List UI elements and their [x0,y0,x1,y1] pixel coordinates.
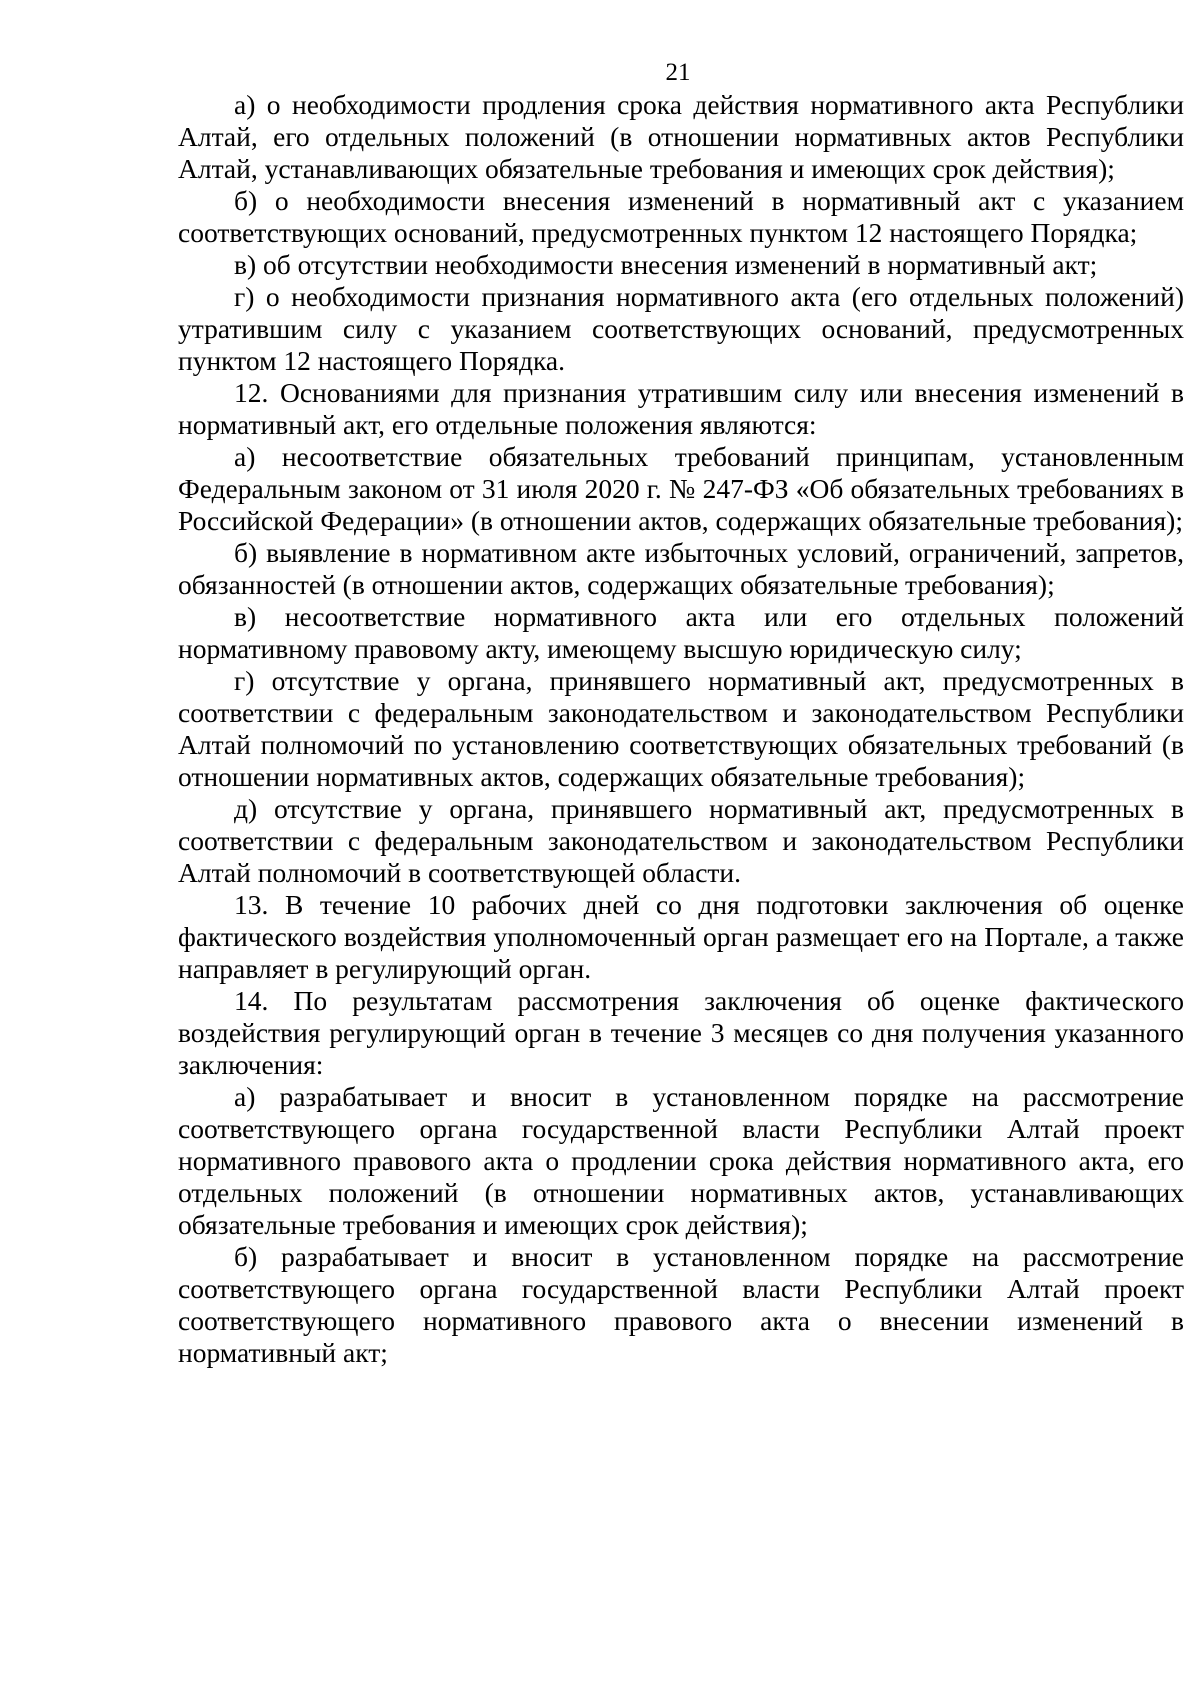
paragraph-14-b: б) разрабатывает и вносит в установленном порядке на рассмотрение соответствующего органа государственной власти Республики Алтай проект соответствующего нормативного правового акта о внесении изменений в нормативный акт; [178,1241,1184,1368]
paragraph-11-b: б) о необходимости внесения изменений в нормативный акт с указанием соответствующих оснований, предусмотренных пунктом 12 настоящего Порядка; [178,185,1184,248]
paragraph-11-v: в) об отсутствии необходимости внесения изменений в нормативный акт; [234,249,1098,280]
paragraph-12-v: в) несоответствие нормативного акта или его отдельных положений нормативному правовому акту, имеющему высшую юридическую силу; [178,601,1184,664]
paragraph-14-a: а) разрабатывает и вносит в установленном порядке на рассмотрение соответствующего органа государственной власти Республики Алтай проект нормативного правового акта о продлении срока действия нормативного акта, его отдельных положений (в отношении нормативных актов, устанавливающих обязательные требования и имеющих срок действия); [178,1081,1184,1240]
paragraph-12-d: д) отсутствие у органа, принявшего нормативный акт, предусмотренных в соответствии с федеральным законодательством и законодательством Республики Алтай полномочий в соответствующей области. [178,793,1184,888]
paragraph-12-a: а) несоответствие обязательных требований принципам, установленным Федеральным законом от 31 июля 2020 г. № 247-ФЗ «Об обязательных требованиях в Российской Федерации» (в отношении актов, содержащих обязательные требования); [178,441,1184,536]
document-body [178,89,1184,1369]
page-number: 21 [665,59,691,86]
paragraph-12-g: г) отсутствие у органа, принявшего нормативный акт, предусмотренных в соответствии с федеральным законодательством и законодательством Республики Алтай полномочий по установлению соответствующих обязательных требований (в отношении нормативных актов, содержащих обязательные требования); [178,665,1184,792]
paragraph-13: 13. В течение 10 рабочих дней со дня подготовки заключения об оценке фактического воздействия уполномоченный орган размещает его на Портале, а также направляет в регулирующий орган. [178,889,1184,984]
paragraph-11-a: а) о необходимости продления срока действия нормативного акта Республики Алтай, его отдельных положений (в отношении нормативных актов Республики Алтай, устанавливающих обязательные требования и имеющих срок действия); [178,89,1184,184]
paragraph-12: 12. Основаниями для признания утратившим силу или внесения изменений в нормативный акт, его отдельные положения являются: [178,377,1184,440]
paragraph-12-b: б) выявление в нормативном акте избыточных условий, ограничений, запретов, обязанностей (в отношении актов, содержащих обязательные требования); [178,537,1184,600]
paragraph-14: 14. По результатам рассмотрения заключения об оценке фактического воздействия регулирующий орган в течение 3 месяцев со дня получения указанного заключения: [178,985,1184,1080]
paragraph-11-g: г) о необходимости признания нормативного акта (его отдельных положений) утратившим силу с указанием соответствующих оснований, предусмотренных пунктом 12 настоящего Порядка. [178,281,1184,376]
